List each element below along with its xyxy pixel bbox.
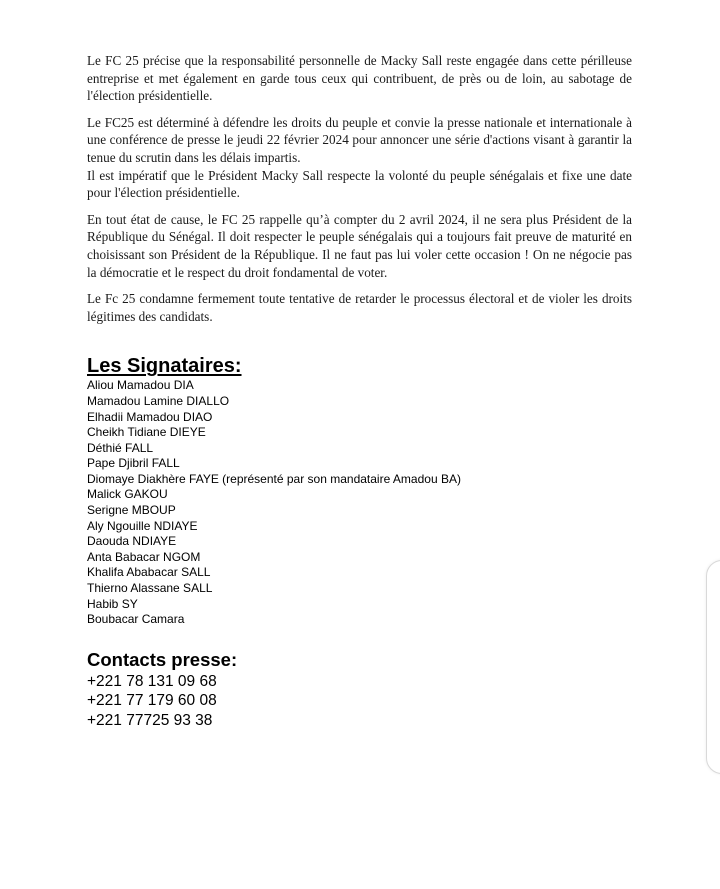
signataires-list: [87, 378, 632, 628]
signataire-name: Thierno Alassane SALL: [87, 581, 213, 596]
signataire-name: Khalifa Ababacar SALL: [87, 565, 211, 580]
signataire-name: Aliou Mamadou DIA: [87, 378, 194, 393]
signataire-name: Elhadii Mamadou DIAO: [87, 409, 213, 424]
signataire-name: Diomaye Diakhère FAYE (représenté par son mandataire Amadou BA): [87, 471, 461, 486]
paragraph-conference: Le FC25 est déterminé à défendre les droits du peuple et convie la presse nationale et internationale à une conférence de presse le jeudi 22 février 2024 pour annoncer une série d'actions visant à garantir la tenue du scrutin dans les délais impartis.: [87, 114, 632, 165]
contact-phone: +221 77 179 60 08: [87, 692, 217, 710]
signataire-name: Mamadou Lamine DIALLO: [87, 393, 230, 408]
contact-phone: +221 77725 93 38: [87, 711, 213, 729]
contacts-list: [87, 672, 632, 731]
paragraph-condamnation: Le Fc 25 condamne fermement toute tentative de retarder le processus électoral et de violer les droits légitimes des candidats.: [87, 291, 632, 324]
document-body: [87, 52, 632, 730]
signataire-name: Anta Babacar NGOM: [87, 549, 201, 564]
side-panel-handle[interactable]: [706, 560, 720, 774]
signataire-name: Aly Ngouille NDIAYE: [87, 518, 198, 533]
signataires-title: Les Signataires:: [87, 355, 242, 378]
signataire-name: Malick GAKOU: [87, 487, 168, 502]
paragraph-responsabilite: Le FC 25 précise que la responsabilité personnelle de Macky Sall reste engagée dans cette périlleuse entreprise et met également en garde tous ceux qui contribuent, de près ou de loin, au sabotage de l'élection présidentielle.: [87, 53, 632, 104]
contacts-title: Contacts presse:: [87, 648, 238, 670]
signataire-name: Serigne MBOUP: [87, 503, 176, 518]
paragraph-date-election: Il est impératif que le Président Macky Sall respecte la volonté du peuple sénégalais et fixe une date pour l'élection présidentielle.: [87, 167, 632, 201]
signataire-name: Habib SY: [87, 596, 138, 611]
paragraph-2-avril: En tout état de cause, le FC 25 rappelle qu’à compter du 2 avril 2024, il ne sera plus Président de la République du Sénégal. Il doit respecter le peuple sénégalais qui a toujours fait preuve de maturité en choisissant son Président de la République. Il ne faut pas lui voler cette occasion ! On ne négocie pas la démocratie et le respect du droit fondamental de voter.: [87, 211, 632, 280]
signataire-name: Daouda NDIAYE: [87, 534, 177, 549]
signataire-name: Pape Djibril FALL: [87, 456, 180, 471]
signataire-name: Cheikh Tidiane DIEYE: [87, 425, 206, 440]
signataire-name: Déthié FALL: [87, 440, 154, 455]
contact-phone: +221 78 131 09 68: [87, 672, 217, 690]
signataire-name: Boubacar Camara: [87, 612, 185, 627]
